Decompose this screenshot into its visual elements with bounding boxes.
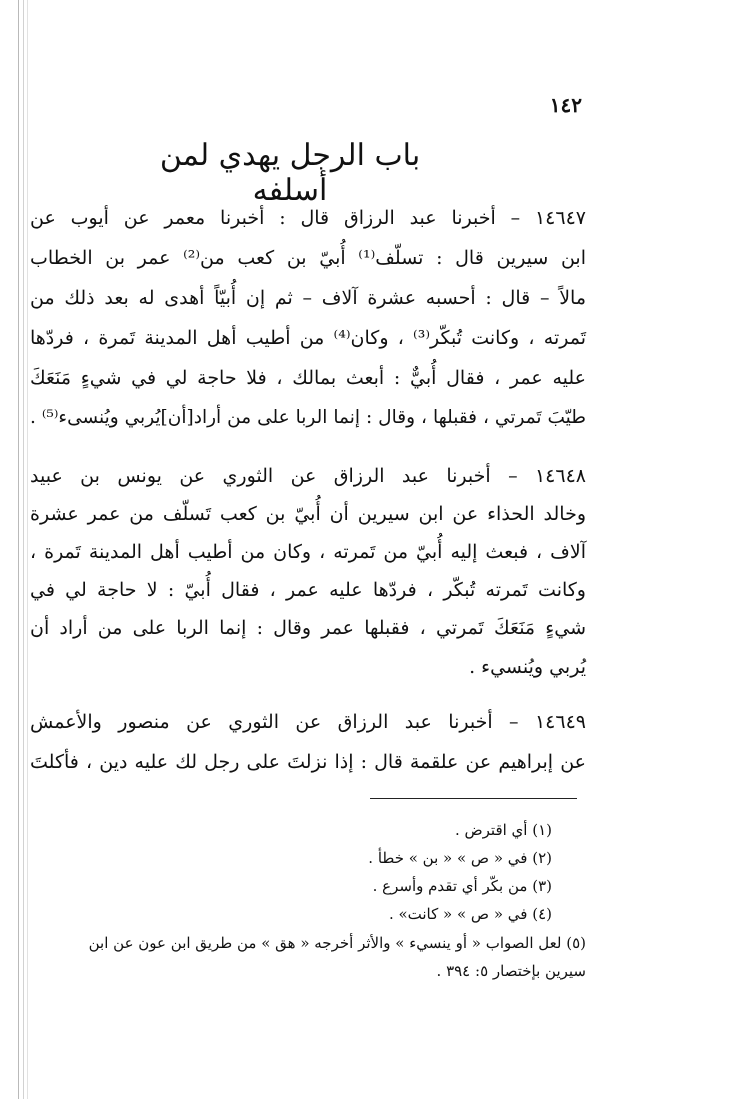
paragraph-line: يُربي ويُنسيء . xyxy=(469,656,586,678)
paragraph-line: عن إبراهيم عن علقمة قال : إذا نزلتَ على رجل لك عليه دين ، فأكلتَ xyxy=(30,751,586,773)
gutter-line xyxy=(23,0,24,1099)
paragraph-line: ١٤٦٤٩ – أخبرنا عبد الرزاق عن الثوري عن منصور والأعمش xyxy=(30,711,586,733)
footnote-3: (٣) من بكّر أي تقدم وأسرع . xyxy=(372,877,552,895)
paragraph-line: ١٤٦٤٧ – أخبرنا عبد الرزاق قال : أخبرنا معمر عن أيوب عن xyxy=(30,207,586,229)
paragraph-line: مالاً – قال : أحسبه عشرة آلاف – ثم إن أُبيّاً أهدى له بعد ذلك من xyxy=(30,287,586,309)
gutter-line xyxy=(27,0,28,1099)
paragraph-line: طيّبَ تَمرتي ، فقبلها ، وقال : إنما الربا على من أراد[أن]يُربي ويُنسىء⁽⁵⁾ . xyxy=(30,407,586,428)
page-number: ١٤٢ xyxy=(549,93,582,117)
paragraph-line: عليه عمر ، فقال أُبيٌّ : أبعث بمالك ، فلا حاجة لي في شيءٍ مَنَعَكَ xyxy=(30,367,586,389)
footnote-separator xyxy=(370,798,577,799)
paragraph-line: آلاف ، فبعث إليه أُبيّ من تَمرته ، وكان من أطيب أهل المدينة تَمرة ، xyxy=(30,541,586,563)
chapter-title: باب الرجل يهدي لمن أسلفه xyxy=(159,138,421,208)
gutter-line xyxy=(18,0,19,1099)
paragraph-line: شيءٍ مَنَعَكَ تَمرتي ، فقبلها عمر وقال : إنما الربا على من أراد أن xyxy=(30,617,586,639)
paragraph-line: تَمرته ، وكانت تُبكّر⁽³⁾ ، وكان⁽⁴⁾ من أطيب أهل المدينة تَمرة ، فردّها xyxy=(30,327,586,349)
footnote-5: (٥) لعل الصواب « أو ينسيء » والأثر أخرجه « هق » من طريق ابن عون عن ابن xyxy=(88,934,586,952)
footnote-2: (٢) في « ص » « بن » خطأ . xyxy=(368,849,552,867)
paragraph-line: وكانت تَمرته تُبكّر ، فردّها عليه عمر ، فقال أُبيّ : لا حاجة لي في xyxy=(30,579,586,601)
footnote-4: (٤) في « ص » « كانت» . xyxy=(388,905,552,923)
paragraph-line: ١٤٦٤٨ – أخبرنا عبد الرزاق عن الثوري عن يونس بن عبيد xyxy=(30,465,586,487)
footnote-5-continued: سيرين بإختصار ٥: ٣٩٤ . xyxy=(436,962,586,980)
paragraph-line: ابن سيرين قال : تسلّف⁽¹⁾ أُبيّ بن كعب من⁽²⁾ عمر بن الخطاب xyxy=(30,247,587,269)
paragraph-line: وخالد الحذاء عن ابن سيرين أن أُبيّ بن كعب تَسلّف من عمر عشرة xyxy=(30,503,586,525)
footnote-1: (١) أي اقترض . xyxy=(454,821,552,839)
